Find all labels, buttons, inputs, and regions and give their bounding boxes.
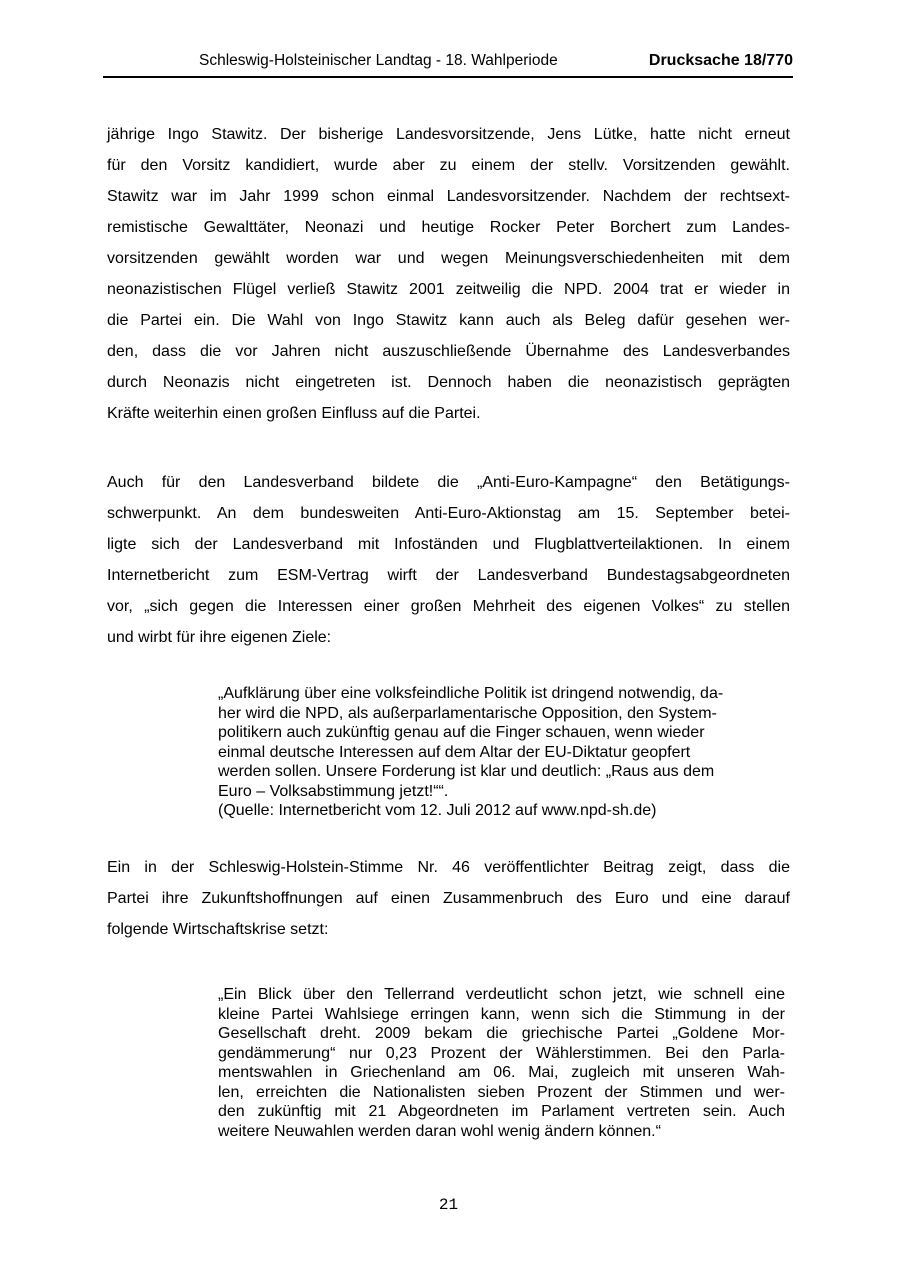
page-header [103,52,793,70]
text-line: den, dass die vor Jahren nicht auszuschließende Übernahme des Landesverbandes [107,343,790,360]
text-line: jährige Ingo Stawitz. Der bisherige Landesvorsitzende, Jens Lütke, hatte nicht erneut [107,126,790,143]
header-journal-title: Schleswig-Holsteinischer Landtag - 18. Wahlperiode [199,52,558,69]
text-line: remistische Gewalttäter, Neonazi und heutige Rocker Peter Borchert zum Landes- [107,219,790,236]
text-line: vor, „sich gegen die Interessen einer großen Mehrheit des eigenen Volkes“ zu stellen [107,598,790,615]
text-line: (Quelle: Internetbericht vom 12. Juli 2012 auf www.npd-sh.de) [218,802,657,819]
text-line: für den Vorsitz kandidiert, wurde aber zu einem der stellv. Vorsitzenden gewählt. [107,157,790,174]
body-paragraph-3 [107,852,790,945]
page-number: 21 [438,1196,459,1214]
text-line: folgende Wirtschaftskrise setzt: [107,921,329,938]
text-line: schwerpunkt. An dem bundesweiten Anti-Euro-Aktionstag am 15. September betei- [107,505,790,522]
text-line: her wird die NPD, als außerparlamentarische Opposition, den System- [218,704,717,722]
text-line: den zukünftig mit 21 Abgeordneten im Parlament vertreten sein. Auch [218,1103,785,1120]
text-line: gendämmerung“ nur 0,23 Prozent der Wählerstimmen. Bei den Parla- [218,1044,785,1062]
text-line: kleine Partei Wahlsiege erringen kann, wenn sich die Stimmung in der [218,1005,785,1023]
text-line: vorsitzenden gewählt worden war und wegen Meinungsverschiedenheiten mit dem [107,250,790,267]
text-line: politikern auch zukünftig genau auf die Finger schauen, wenn wieder [218,724,705,741]
block-quote-2 [218,985,785,1141]
text-line: weitere Neuwahlen werden daran wohl wenig ändern können.“ [218,1122,661,1140]
text-line: „Aufklärung über eine volksfeindliche Politik ist dringend notwendig, da- [218,685,724,702]
text-line: Gesellschaft dreht. 2009 bekam die griechische Partei „Goldene Mor- [218,1025,785,1042]
text-line: mentswahlen in Griechenland am 06. Mai, zugleich mit unseren Wah- [218,1064,785,1081]
text-line: durch Neonazis nicht eingetreten ist. Dennoch haben die neonazistisch geprägten [107,374,790,391]
header-document-number: Drucksache 18/770 [648,52,793,69]
text-line: einmal deutsche Interessen auf dem Altar der EU-Diktatur geopfert [218,743,691,761]
text-line: Internetbericht zum ESM-Vertrag wirft der Landesverband Bundestagsabgeordneten [107,567,790,584]
text-line: die Partei ein. Die Wahl von Ingo Stawitz kann auch als Beleg dafür gesehen wer- [107,312,790,329]
text-line: ligte sich der Landesverband mit Infoständen und Flugblattverteilaktionen. In einem [107,536,790,553]
text-line: und wirbt für ihre eigenen Ziele: [107,629,332,646]
text-line: neonazistischen Flügel verließ Stawitz 2001 zeitweilig die NPD. 2004 trat er wieder in [107,281,790,298]
text-line: Stawitz war im Jahr 1999 schon einmal Landesvorsitzender. Nachdem der rechtsext- [107,188,790,205]
text-line: Partei ihre Zukunftshoffnungen auf einen Zusammenbruch des Euro und eine darauf [107,890,790,907]
block-quote-1 [218,684,785,821]
text-line: Ein in der Schleswig-Holstein-Stimme Nr. 46 veröffentlichter Beitrag zeigt, dass die [107,859,790,876]
body-paragraph-1 [107,119,790,429]
text-line: werden sollen. Unsere Forderung ist klar und deutlich: „Raus aus dem [218,763,715,780]
body-paragraph-2 [107,467,790,653]
text-line: „Ein Blick über den Tellerrand verdeutlicht schon jetzt, wie schnell eine [218,986,785,1003]
header-divider [103,76,793,78]
text-line: Euro – Volksabstimmung jetzt!““. [218,782,449,800]
text-line: Kräfte weiterhin einen großen Einfluss auf die Partei. [107,405,481,422]
text-line: Auch für den Landesverband bildete die „Anti-Euro-Kampagne“ den Betätigungs- [107,474,790,491]
text-line: len, erreichten die Nationalisten sieben Prozent der Stimmen und wer- [218,1083,785,1101]
